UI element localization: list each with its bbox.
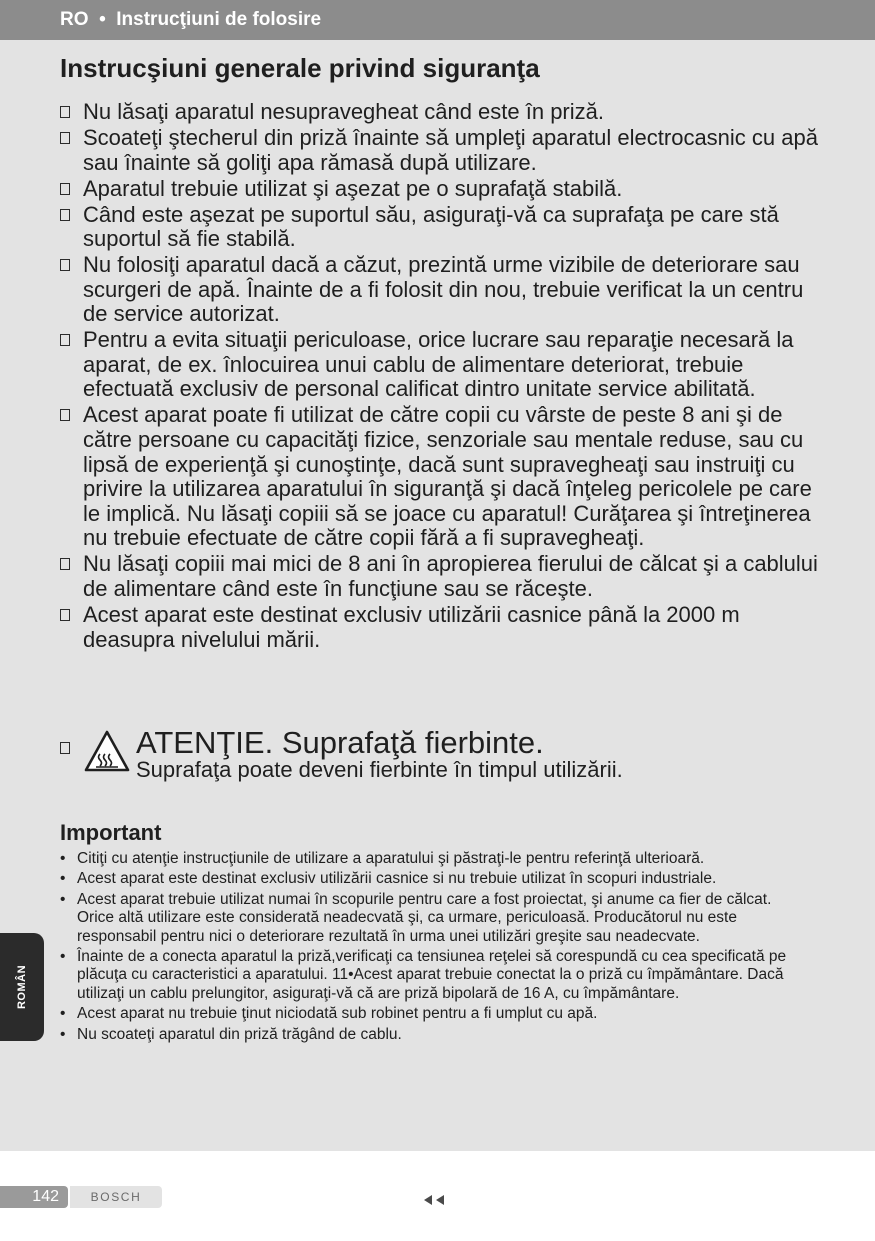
header-lang: RO xyxy=(60,9,89,30)
safety-item-text: Nu lăsaţi aparatul nesupravegheat când este în priză. xyxy=(83,99,604,124)
safety-item-text: Acest aparat este destinat exclusiv utilizării casnice până la 2000 m deasupra nivelului mării. xyxy=(83,602,740,652)
safety-item-text: Nu lăsaţi copiii mai mici de 8 ani în apropierea fierului de călcat şi a cablului de alimentare când este în funcţiune sau se răceşte. xyxy=(83,551,818,602)
safety-item xyxy=(60,403,830,551)
safety-instructions-list xyxy=(60,100,830,654)
checkbox-bullet-icon xyxy=(60,259,70,271)
important-item xyxy=(60,870,805,888)
bullet-icon: • xyxy=(60,1005,66,1023)
safety-item-text: Pentru a evita situaţii periculoase, orice lucrare sau reparaţie necesară la aparat, de ex. înlocuirea unui cablu de alimentare deteriorat, trebuie efectuată exclusiv de personal calificat dintro unitate service abilitată. xyxy=(83,327,794,402)
safety-item xyxy=(60,177,830,202)
important-item xyxy=(60,948,805,1003)
safety-item xyxy=(60,328,830,402)
bullet-icon: • xyxy=(60,890,66,908)
important-item-text: Acest aparat nu trebuie ţinut niciodată sub robinet pentru a fi umplut cu apă. xyxy=(77,1005,598,1023)
header-bar xyxy=(0,0,875,40)
header-title-line xyxy=(60,0,321,40)
checkbox-bullet-icon xyxy=(60,558,70,570)
language-side-tab[interactable] xyxy=(0,933,44,1041)
important-item xyxy=(60,891,805,946)
checkbox-bullet-icon xyxy=(60,209,70,221)
brand-label: BOSCH xyxy=(70,1186,162,1208)
checkbox-bullet-icon xyxy=(60,183,70,195)
safety-item xyxy=(60,253,830,327)
checkbox-bullet-icon xyxy=(60,409,70,421)
header-bullet: • xyxy=(99,9,106,30)
bullet-icon: • xyxy=(60,948,66,966)
language-side-tab-label: ROMÂN xyxy=(16,964,28,1010)
important-list xyxy=(60,850,805,1046)
bullet-icon: • xyxy=(60,850,66,867)
page-number: 142 xyxy=(0,1186,68,1208)
checkbox-bullet-icon xyxy=(60,106,70,118)
checkbox-bullet-icon xyxy=(60,132,70,144)
important-item xyxy=(60,1005,805,1023)
safety-item-text: Nu folosiţi aparatul dacă a căzut, prezintă urme vizibile de deteriorare sau scurgeri de apă. Înainte de a fi folosit din nou, trebuie verificat la un centru de service autorizat. xyxy=(83,252,804,327)
safety-item-text: Când este aşezat pe suportul său, asiguraţi-vă ca suprafaţa pe care stă suportul să fie stabilă. xyxy=(83,201,779,252)
checkbox-bullet-icon xyxy=(60,334,70,346)
important-item-text: Acest aparat este destinat exclusiv utilizării casnice si nu trebuie utilizat în scopuri industriale. xyxy=(77,870,717,888)
bullet-icon: • xyxy=(60,870,66,888)
safety-item xyxy=(60,203,830,252)
important-title: Important xyxy=(60,820,162,845)
section-title: Instrucşiuni generale privind siguranţa xyxy=(60,53,540,83)
checkbox-bullet-icon xyxy=(60,609,70,621)
safety-item xyxy=(60,552,830,601)
checkbox-bullet-icon xyxy=(60,742,70,754)
previous-page-icon[interactable] xyxy=(420,1192,450,1208)
important-item-text: Nu scoateţi aparatul din priză trăgând de cablu. xyxy=(77,1025,402,1043)
warning-subtitle: Suprafaţa poate deveni fierbinte în timpul utilizării. xyxy=(136,757,623,782)
hot-surface-warning xyxy=(60,726,830,786)
safety-item-text: Acest aparat poate fi utilizat de către copii cu vârste de peste 8 ani şi de către persoane cu capacităţi fizice, senzoriale sau mentale reduse, sau cu lipsă de experienţă şi cunoştinţe, dacă sunt supravegheaţi sau instruiţi cu privire la utilizarea aparatului în siguranţă şi dacă înţeleg pericolele pe care le implică. Nu lăsaţi copiii să se joace cu aparatul! Curăţarea şi întreţinerea nu trebuie efectuate de către copii fără a fi supravegheaţi. xyxy=(83,402,812,551)
hot-surface-warning-icon xyxy=(84,730,130,772)
safety-item xyxy=(60,603,830,652)
bullet-icon: • xyxy=(60,1025,66,1043)
important-item-text: Acest aparat trebuie utilizat numai în scopurile pentru care a fost proiectat, şi anume ca fier de călcat. Orice altă utilizare este considerată neadecvată şi, ca urmare, periculoasă. Producătorul nu este responsabil pentru nici o deteriorare rezultată în urma unei utilizări greşite sau neadecvate. xyxy=(77,890,772,945)
safety-item xyxy=(60,126,830,175)
safety-item-text: Scoateţi ştecherul din priză înainte să umpleţi aparatul electrocasnic cu apă sau înainte să goliţi apa rămasă după utilizare. xyxy=(83,124,818,175)
important-item xyxy=(60,850,805,868)
safety-item-text: Aparatul trebuie utilizat şi aşezat pe o suprafaţă stabilă. xyxy=(83,175,623,201)
important-item xyxy=(60,1026,805,1044)
important-item-text: Citiţi cu atenţie instrucţiunile de utilizare a aparatului şi păstraţi-le pentru referinţă ulterioară. xyxy=(77,850,705,867)
important-item-text: Înainte de a conecta aparatul la priză,verificaţi ca tensiunea reţelei să corespundă cu cea specificată pe plăcuţa cu caracteristici a aparatului. 11•Acest aparat trebuie conectat la o priză cu împământare. Dacă utilizaţi un cablu prelungitor, asiguraţi-vă că are priză bipolară de 16 A, cu împământare. xyxy=(77,948,787,1002)
warning-title: ATENŢIE. Suprafaţă fierbinte. xyxy=(136,725,544,760)
header-title: Instrucţiuni de folosire xyxy=(116,9,322,30)
safety-item xyxy=(60,100,830,125)
